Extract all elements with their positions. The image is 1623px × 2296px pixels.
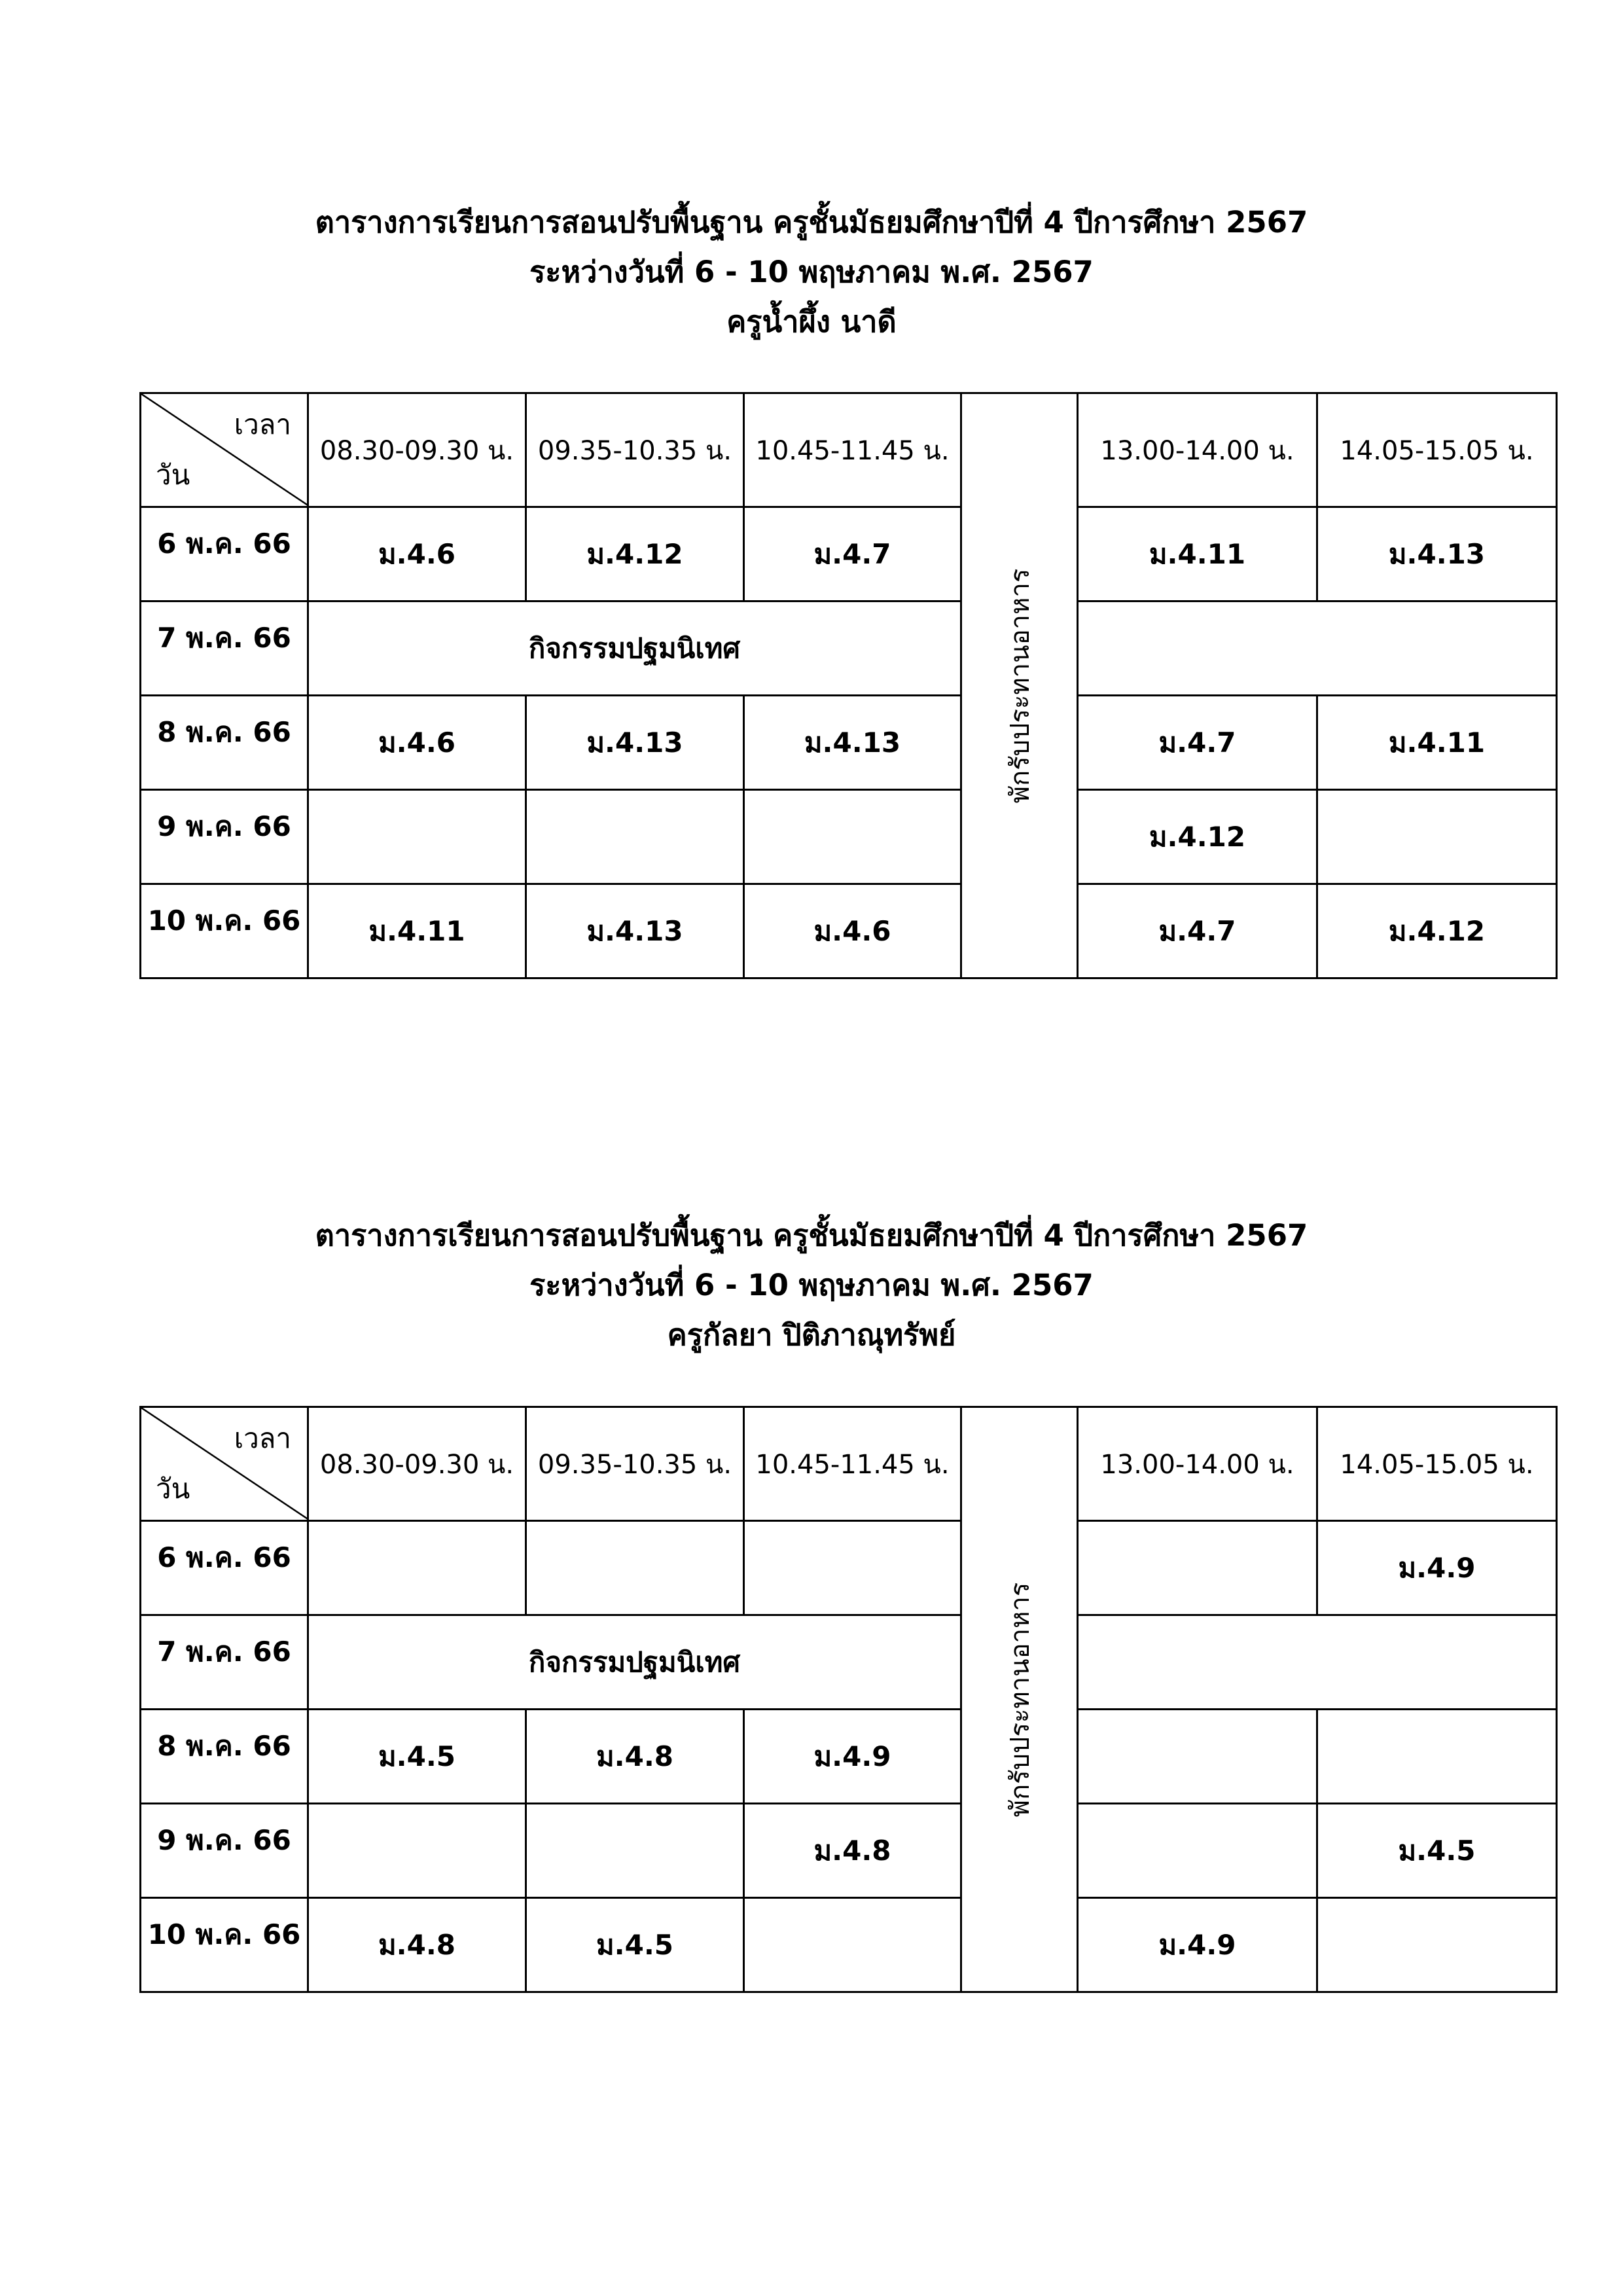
day-label: 6 พ.ค. 66 xyxy=(157,1541,291,1573)
day-cell xyxy=(141,1521,308,1615)
class-cell xyxy=(1317,1710,1557,1804)
time-slot-header: 13.00-14.00 น. xyxy=(1078,1407,1317,1521)
day-axis-label: วัน xyxy=(156,459,190,491)
table-row xyxy=(141,790,1557,884)
day-label: 8 พ.ค. 66 xyxy=(157,1730,291,1762)
time-slot-header: 09.35-10.35 น. xyxy=(526,1407,744,1521)
day-cell xyxy=(141,1898,308,1992)
schedule-date-range: ระหว่างวันที่ 6 - 10 พฤษภาคม พ.ศ. 2567 xyxy=(529,255,1094,289)
class-cell: ม.4.8 xyxy=(526,1710,744,1804)
table-row xyxy=(141,696,1557,790)
class-cell: ม.4.13 xyxy=(526,884,744,978)
class-cell: ม.4.6 xyxy=(308,696,526,790)
lunch-break-cell xyxy=(961,393,1078,978)
table-row xyxy=(141,1898,1557,1992)
class-cell xyxy=(308,1521,526,1615)
class-cell xyxy=(744,1898,961,1992)
class-cell: ม.4.8 xyxy=(308,1898,526,1992)
time-slot-header: 10.45-11.45 น. xyxy=(744,1407,961,1521)
day-cell xyxy=(141,790,308,884)
day-cell xyxy=(141,1710,308,1804)
lunch-break-label: พักรับประทานอาหาร xyxy=(1005,1582,1035,1817)
day-label: 10 พ.ค. 66 xyxy=(147,905,301,937)
class-cell: ม.4.11 xyxy=(1317,696,1557,790)
day-label: 7 พ.ค. 66 xyxy=(157,1636,291,1668)
class-cell: ม.4.9 xyxy=(1317,1521,1557,1615)
teacher-name: ครูกัลยา ปิติภาณุทรัพย์ xyxy=(667,1318,956,1352)
time-slot-header: 13.00-14.00 น. xyxy=(1078,393,1317,507)
class-cell xyxy=(1078,1710,1317,1804)
class-cell: ม.4.12 xyxy=(1317,884,1557,978)
time-slot-header: 08.30-09.30 น. xyxy=(308,1407,526,1521)
day-axis-label: วัน xyxy=(156,1473,190,1505)
schedule-title: ตารางการเรียนการสอนปรับพื้นฐาน ครูชั้นมัธยมศึกษาปีที่ 4 ปีการศึกษา 2567 xyxy=(315,205,1308,240)
day-label: 9 พ.ค. 66 xyxy=(157,810,291,842)
empty-merged-cell xyxy=(1078,601,1557,696)
class-cell: ม.4.5 xyxy=(1317,1804,1557,1898)
schedule-title: ตารางการเรียนการสอนปรับพื้นฐาน ครูชั้นมัธยมศึกษาปีที่ 4 ปีการศึกษา 2567 xyxy=(315,1218,1308,1253)
table-row xyxy=(141,884,1557,978)
class-cell: ม.4.6 xyxy=(308,507,526,601)
class-cell xyxy=(308,1804,526,1898)
day-cell xyxy=(141,884,308,978)
class-cell: ม.4.5 xyxy=(526,1898,744,1992)
class-cell: ม.4.5 xyxy=(308,1710,526,1804)
lunch-break-cell xyxy=(961,1407,1078,1992)
class-cell: ม.4.12 xyxy=(526,507,744,601)
class-cell xyxy=(1078,1804,1317,1898)
class-cell xyxy=(526,1521,744,1615)
day-label: 6 พ.ค. 66 xyxy=(157,528,291,560)
class-cell: ม.4.13 xyxy=(1317,507,1557,601)
table-row xyxy=(141,507,1557,601)
day-cell xyxy=(141,507,308,601)
orientation-activity-cell: กิจกรรมปฐมนิเทศ xyxy=(308,1615,961,1710)
class-cell: ม.4.13 xyxy=(526,696,744,790)
class-cell xyxy=(1317,790,1557,884)
class-cell xyxy=(526,790,744,884)
class-cell: ม.4.9 xyxy=(744,1710,961,1804)
day-label: 9 พ.ค. 66 xyxy=(157,1824,291,1856)
day-label: 10 พ.ค. 66 xyxy=(147,1918,301,1950)
table-row xyxy=(141,1710,1557,1804)
teacher-name: ครูน้ำผึ้ง นาดี xyxy=(726,304,897,339)
time-slot-header: 09.35-10.35 น. xyxy=(526,393,744,507)
schedule-1-heading xyxy=(0,198,1623,347)
time-slot-header: 14.05-15.05 น. xyxy=(1317,1407,1557,1521)
day-label: 8 พ.ค. 66 xyxy=(157,716,291,748)
time-slot-header: 10.45-11.45 น. xyxy=(744,393,961,507)
table-row xyxy=(141,1521,1557,1615)
schedule-2-table xyxy=(139,1406,1558,1993)
class-cell: ม.4.11 xyxy=(308,884,526,978)
class-cell: ม.4.7 xyxy=(744,507,961,601)
time-slot-header: 08.30-09.30 น. xyxy=(308,393,526,507)
empty-merged-cell xyxy=(1078,1615,1557,1710)
class-cell: ม.4.6 xyxy=(744,884,961,978)
lunch-break-label: พักรับประทานอาหาร xyxy=(1005,568,1035,803)
schedule-1-table xyxy=(139,392,1558,979)
class-cell xyxy=(526,1804,744,1898)
schedule-2-heading xyxy=(0,1211,1623,1360)
table-row xyxy=(141,601,1557,696)
class-cell: ม.4.8 xyxy=(744,1804,961,1898)
class-cell: ม.4.7 xyxy=(1078,696,1317,790)
table-row xyxy=(141,1615,1557,1710)
corner-header-cell xyxy=(141,393,308,507)
time-axis-label: เวลา xyxy=(234,408,291,440)
day-cell xyxy=(141,601,308,696)
day-cell xyxy=(141,696,308,790)
class-cell: ม.4.7 xyxy=(1078,884,1317,978)
class-cell xyxy=(308,790,526,884)
time-axis-label: เวลา xyxy=(234,1422,291,1454)
class-cell: ม.4.13 xyxy=(744,696,961,790)
day-cell xyxy=(141,1615,308,1710)
orientation-activity-cell: กิจกรรมปฐมนิเทศ xyxy=(308,601,961,696)
class-cell xyxy=(1078,1521,1317,1615)
schedule-date-range: ระหว่างวันที่ 6 - 10 พฤษภาคม พ.ศ. 2567 xyxy=(529,1268,1094,1302)
class-cell xyxy=(1317,1898,1557,1992)
day-label: 7 พ.ค. 66 xyxy=(157,622,291,654)
class-cell: ม.4.9 xyxy=(1078,1898,1317,1992)
class-cell: ม.4.11 xyxy=(1078,507,1317,601)
class-cell: ม.4.12 xyxy=(1078,790,1317,884)
table-row xyxy=(141,1804,1557,1898)
corner-header-cell xyxy=(141,1407,308,1521)
time-slot-header: 14.05-15.05 น. xyxy=(1317,393,1557,507)
class-cell xyxy=(744,1521,961,1615)
class-cell xyxy=(744,790,961,884)
day-cell xyxy=(141,1804,308,1898)
